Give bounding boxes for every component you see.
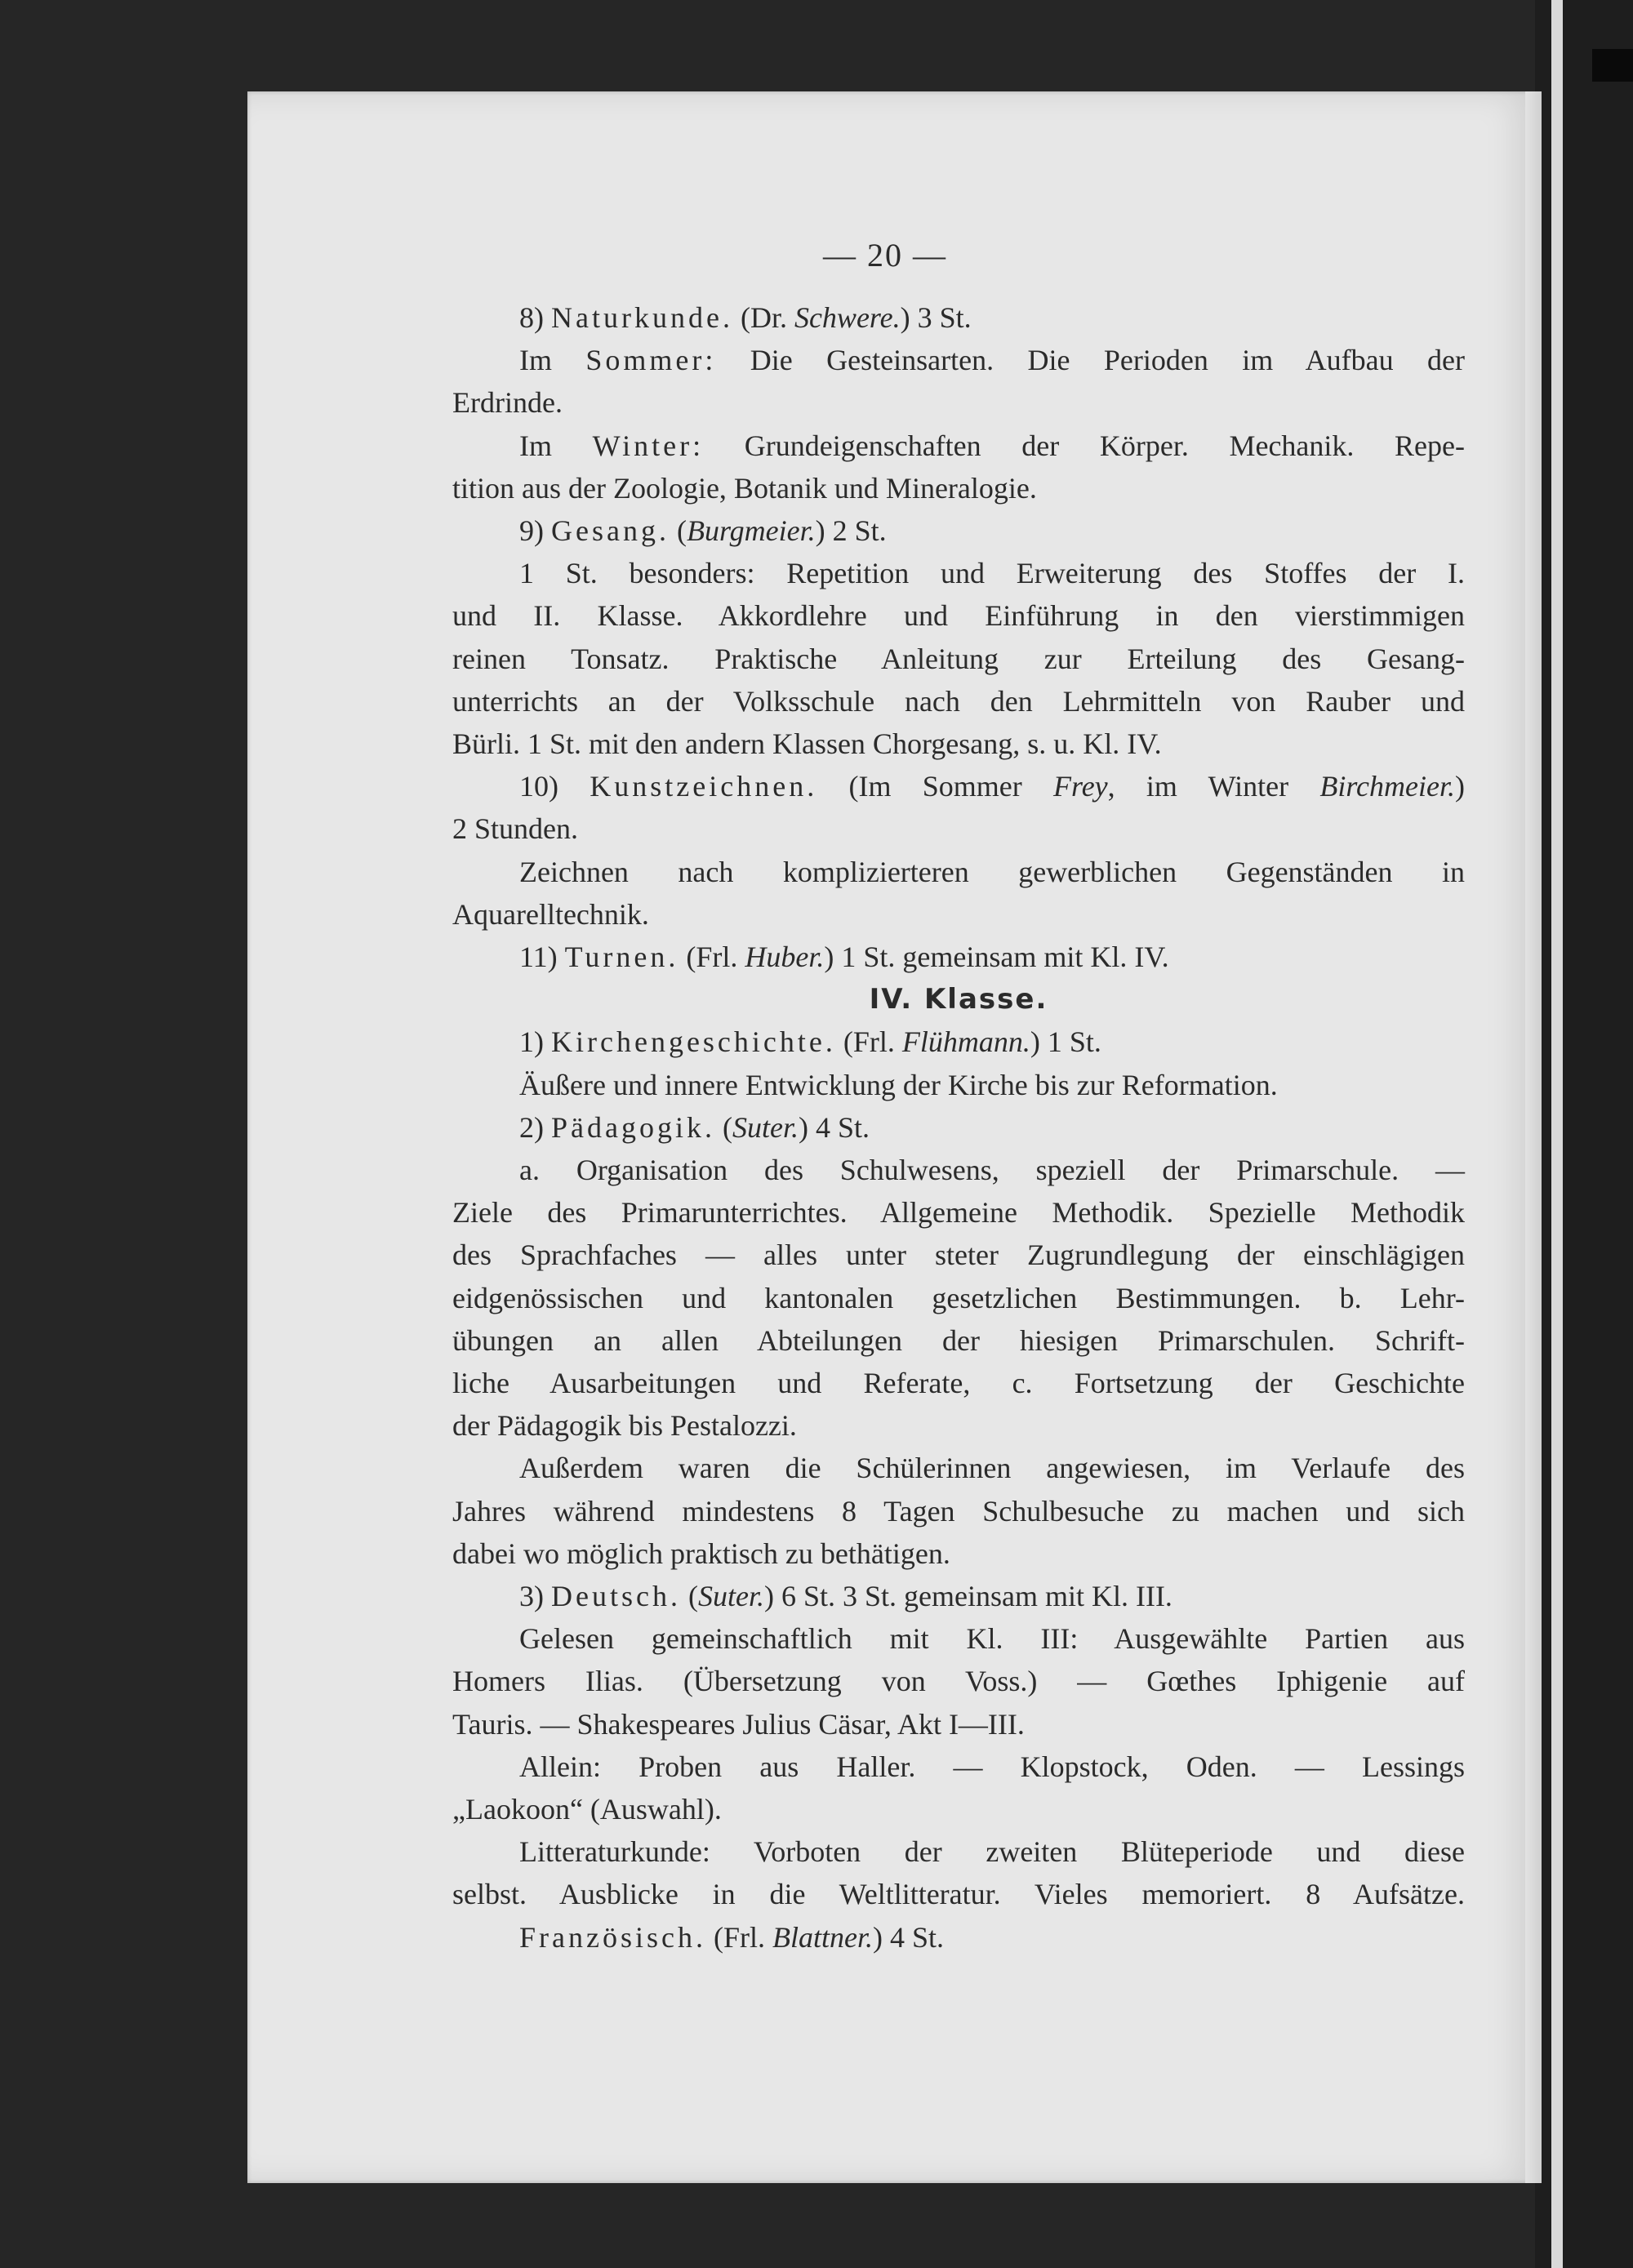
text-run: ) 2 St. bbox=[815, 514, 887, 547]
text-line bbox=[452, 1703, 1465, 1745]
italic-name: Suter. bbox=[697, 1580, 764, 1612]
italic-name: Suter. bbox=[732, 1110, 799, 1144]
text-run: ) 3 St. bbox=[900, 301, 972, 334]
text-run: Ziele des Primarunterrichtes. Allgemeine Methodik. Spezielle Methodik bbox=[452, 1196, 1465, 1230]
page-number: — 20 — bbox=[823, 237, 947, 273]
text-line bbox=[452, 296, 1465, 339]
text-line bbox=[452, 381, 1465, 424]
text-run: selbst. Ausblicke in die Weltlitteratur. Vieles memoriert. 8 Aufsätze. bbox=[452, 1878, 1465, 1911]
subject-label: Deutsch. bbox=[551, 1580, 681, 1612]
text-run: 3) bbox=[519, 1580, 551, 1612]
text-line bbox=[452, 680, 1465, 723]
book-tab bbox=[1592, 49, 1633, 82]
text-run: 2 Stunden. bbox=[452, 812, 579, 846]
text-line bbox=[452, 851, 1465, 893]
text-run: (Dr. bbox=[732, 301, 794, 334]
text-run: Allein: Proben aus Haller. — Klopstock, Oden. — Lessings bbox=[519, 1750, 1465, 1783]
subject-label: Naturkunde. bbox=[551, 301, 733, 334]
text-line bbox=[452, 1745, 1465, 1788]
text-run: und II. Klasse. Akkordlehre und Einführung in den vierstimmigen bbox=[452, 599, 1465, 633]
text-run: ) 4 St. bbox=[798, 1110, 870, 1144]
text-run: 1 St. besonders: Repetition und Erweiterung des Stoffes der I. bbox=[519, 557, 1465, 590]
text-run: liche Ausarbeitungen und Referate, c. Fortsetzung der Geschichte bbox=[452, 1367, 1465, 1399]
text-run: 2) bbox=[519, 1110, 551, 1144]
text-run: „Laokoon“ (Auswahl). bbox=[452, 1793, 722, 1826]
text-run: Bürli. 1 St. mit den andern Klassen Chorgesang, s. u. Kl. IV. bbox=[452, 727, 1162, 760]
text-run: ) 1 St. bbox=[1030, 1025, 1101, 1059]
italic-name: Flühmann. bbox=[901, 1025, 1030, 1059]
text-run: tition aus der Zoologie, Botanik und Mineralogie. bbox=[452, 471, 1037, 505]
text-run: ) 4 St. bbox=[872, 1920, 944, 1954]
text-line bbox=[452, 425, 1465, 467]
subject-label: Winter: bbox=[592, 429, 705, 462]
text-line bbox=[452, 339, 1465, 381]
text-line bbox=[452, 723, 1465, 765]
text-run: Zeichnen nach komplizierteren gewerblichen Gegenständen in bbox=[519, 855, 1465, 888]
text-run: Grundeigenschaften der Körper. Mechanik. Repe- bbox=[704, 429, 1465, 462]
text-run: ) bbox=[1454, 770, 1465, 803]
subject-label: Französisch. bbox=[519, 1920, 706, 1954]
text-run: 8) bbox=[519, 301, 551, 334]
text-line bbox=[452, 1277, 1465, 1319]
subject-label: Kunstzeichnen. bbox=[590, 770, 818, 803]
text-run: eidgenössischen und kantonalen gesetzlichen Bestimmungen. b. Lehr- bbox=[452, 1281, 1465, 1314]
text-run: dabei wo möglich praktisch zu bethätigen. bbox=[452, 1536, 950, 1570]
text-run: Gelesen gemeinschaftlich mit Kl. III: Ausgewählte Partien aus bbox=[519, 1622, 1465, 1656]
text-run: reinen Tonsatz. Praktische Anleitung zur Erteilung des Gesang- bbox=[452, 642, 1465, 675]
italic-name: Schwere. bbox=[794, 301, 901, 334]
section-heading: IV. Klasse. bbox=[869, 983, 1048, 1016]
text-line bbox=[452, 1064, 1465, 1106]
text-run: Tauris. — Shakespeares Julius Cäsar, Akt I—III. bbox=[452, 1707, 1025, 1741]
text-line bbox=[452, 638, 1465, 680]
text-line bbox=[452, 1830, 1465, 1873]
text-run: der Pädagogik bis Pestalozzi. bbox=[452, 1409, 797, 1443]
subject-label: Gesang. bbox=[551, 514, 670, 547]
text-run: ) 1 St. gemeinsam mit Kl. IV. bbox=[824, 941, 1169, 973]
text-run: Äußere und innere Entwicklung der Kirche bis zur Reformation. bbox=[519, 1068, 1278, 1101]
text-run: (Frl. bbox=[835, 1025, 902, 1059]
text-run: Litteraturkunde: Vorboten der zweiten Blüteperiode und diese bbox=[519, 1835, 1465, 1869]
text-line bbox=[452, 1319, 1465, 1362]
text-line bbox=[452, 1788, 1465, 1830]
text-line bbox=[452, 1021, 1465, 1063]
text-run: Homers Ilias. (Übersetzung von Voss.) — Gœthes Iphigenie auf bbox=[452, 1665, 1465, 1698]
text-line bbox=[452, 594, 1465, 637]
text-run: unterrichts an der Volksschule nach den Lehrmitteln von Rauber und bbox=[452, 684, 1465, 718]
text-run: a. Organisation des Schulwesens, speziell der Primarschule. — bbox=[519, 1154, 1465, 1186]
text-run: übungen an allen Abteilungen der hiesigen Primarschulen. Schrift- bbox=[452, 1323, 1465, 1357]
text-line bbox=[452, 1617, 1465, 1660]
text-run: Im bbox=[519, 429, 593, 462]
text-run: ( bbox=[669, 514, 687, 547]
text-run: Aquarelltechnik. bbox=[452, 897, 649, 931]
italic-name: Burgmeier. bbox=[686, 514, 816, 547]
italic-name: Blattner. bbox=[772, 1920, 873, 1954]
text-line bbox=[452, 765, 1465, 807]
text-line bbox=[452, 936, 1465, 978]
text-run: Im bbox=[519, 344, 586, 377]
text-run: 11) bbox=[519, 941, 565, 973]
text-run: (Frl. bbox=[679, 941, 745, 973]
text-run: , im Winter bbox=[1107, 770, 1320, 803]
text-line bbox=[452, 1234, 1465, 1276]
italic-name: Huber. bbox=[745, 941, 825, 973]
text-line bbox=[452, 893, 1465, 936]
text-line bbox=[452, 1873, 1465, 1915]
italic-name: Birchmeier. bbox=[1319, 770, 1455, 803]
text-line bbox=[452, 1149, 1465, 1191]
text-line bbox=[452, 1106, 1465, 1149]
book-edge bbox=[1551, 0, 1563, 2268]
text-line bbox=[452, 1532, 1465, 1575]
text-run: ) 6 St. 3 St. gemeinsam mit Kl. III. bbox=[763, 1580, 1172, 1612]
text-run: ( bbox=[714, 1110, 732, 1144]
subject-label: Turnen. bbox=[564, 941, 679, 973]
text-run: 1) bbox=[519, 1025, 551, 1059]
text-run: (Frl. bbox=[705, 1920, 772, 1954]
text-line bbox=[452, 1191, 1465, 1234]
text-line bbox=[452, 1404, 1465, 1447]
text-run: Außerdem waren die Schülerinnen angewiesen, im Verlaufe des bbox=[519, 1452, 1465, 1485]
text-run: ( bbox=[680, 1580, 698, 1612]
page-gutter-shadow bbox=[1525, 91, 1542, 2183]
text-line bbox=[452, 1362, 1465, 1404]
subject-label: Pädagogik. bbox=[551, 1110, 715, 1144]
text-line bbox=[452, 1447, 1465, 1489]
text-line bbox=[452, 552, 1465, 594]
text-line bbox=[452, 1660, 1465, 1702]
text-run: Die Gesteinsarten. Die Perioden im Aufbau der bbox=[716, 344, 1465, 377]
text-line bbox=[452, 1916, 1465, 1959]
text-run: Jahres während mindestens 8 Tagen Schulbesuche zu machen und sich bbox=[452, 1494, 1465, 1528]
subject-label: Kirchengeschichte. bbox=[551, 1025, 836, 1059]
text-run: des Sprachfaches — alles unter steter Zugrundlegung der einschlägigen bbox=[452, 1239, 1465, 1272]
book-page bbox=[247, 91, 1542, 2183]
scanner-background-strip bbox=[1535, 0, 1633, 2268]
text-line bbox=[452, 467, 1465, 509]
italic-name: Frey bbox=[1053, 770, 1108, 803]
text-run: (Im Sommer bbox=[817, 770, 1054, 803]
text-line bbox=[452, 509, 1465, 552]
text-run: Erdrinde. bbox=[452, 386, 563, 420]
text-run: 9) bbox=[519, 514, 551, 547]
text-line bbox=[452, 807, 1465, 850]
text-run: 10) bbox=[519, 770, 590, 803]
subject-label: Sommer: bbox=[585, 344, 717, 377]
text-line bbox=[452, 1575, 1465, 1617]
text-line bbox=[452, 1490, 1465, 1532]
